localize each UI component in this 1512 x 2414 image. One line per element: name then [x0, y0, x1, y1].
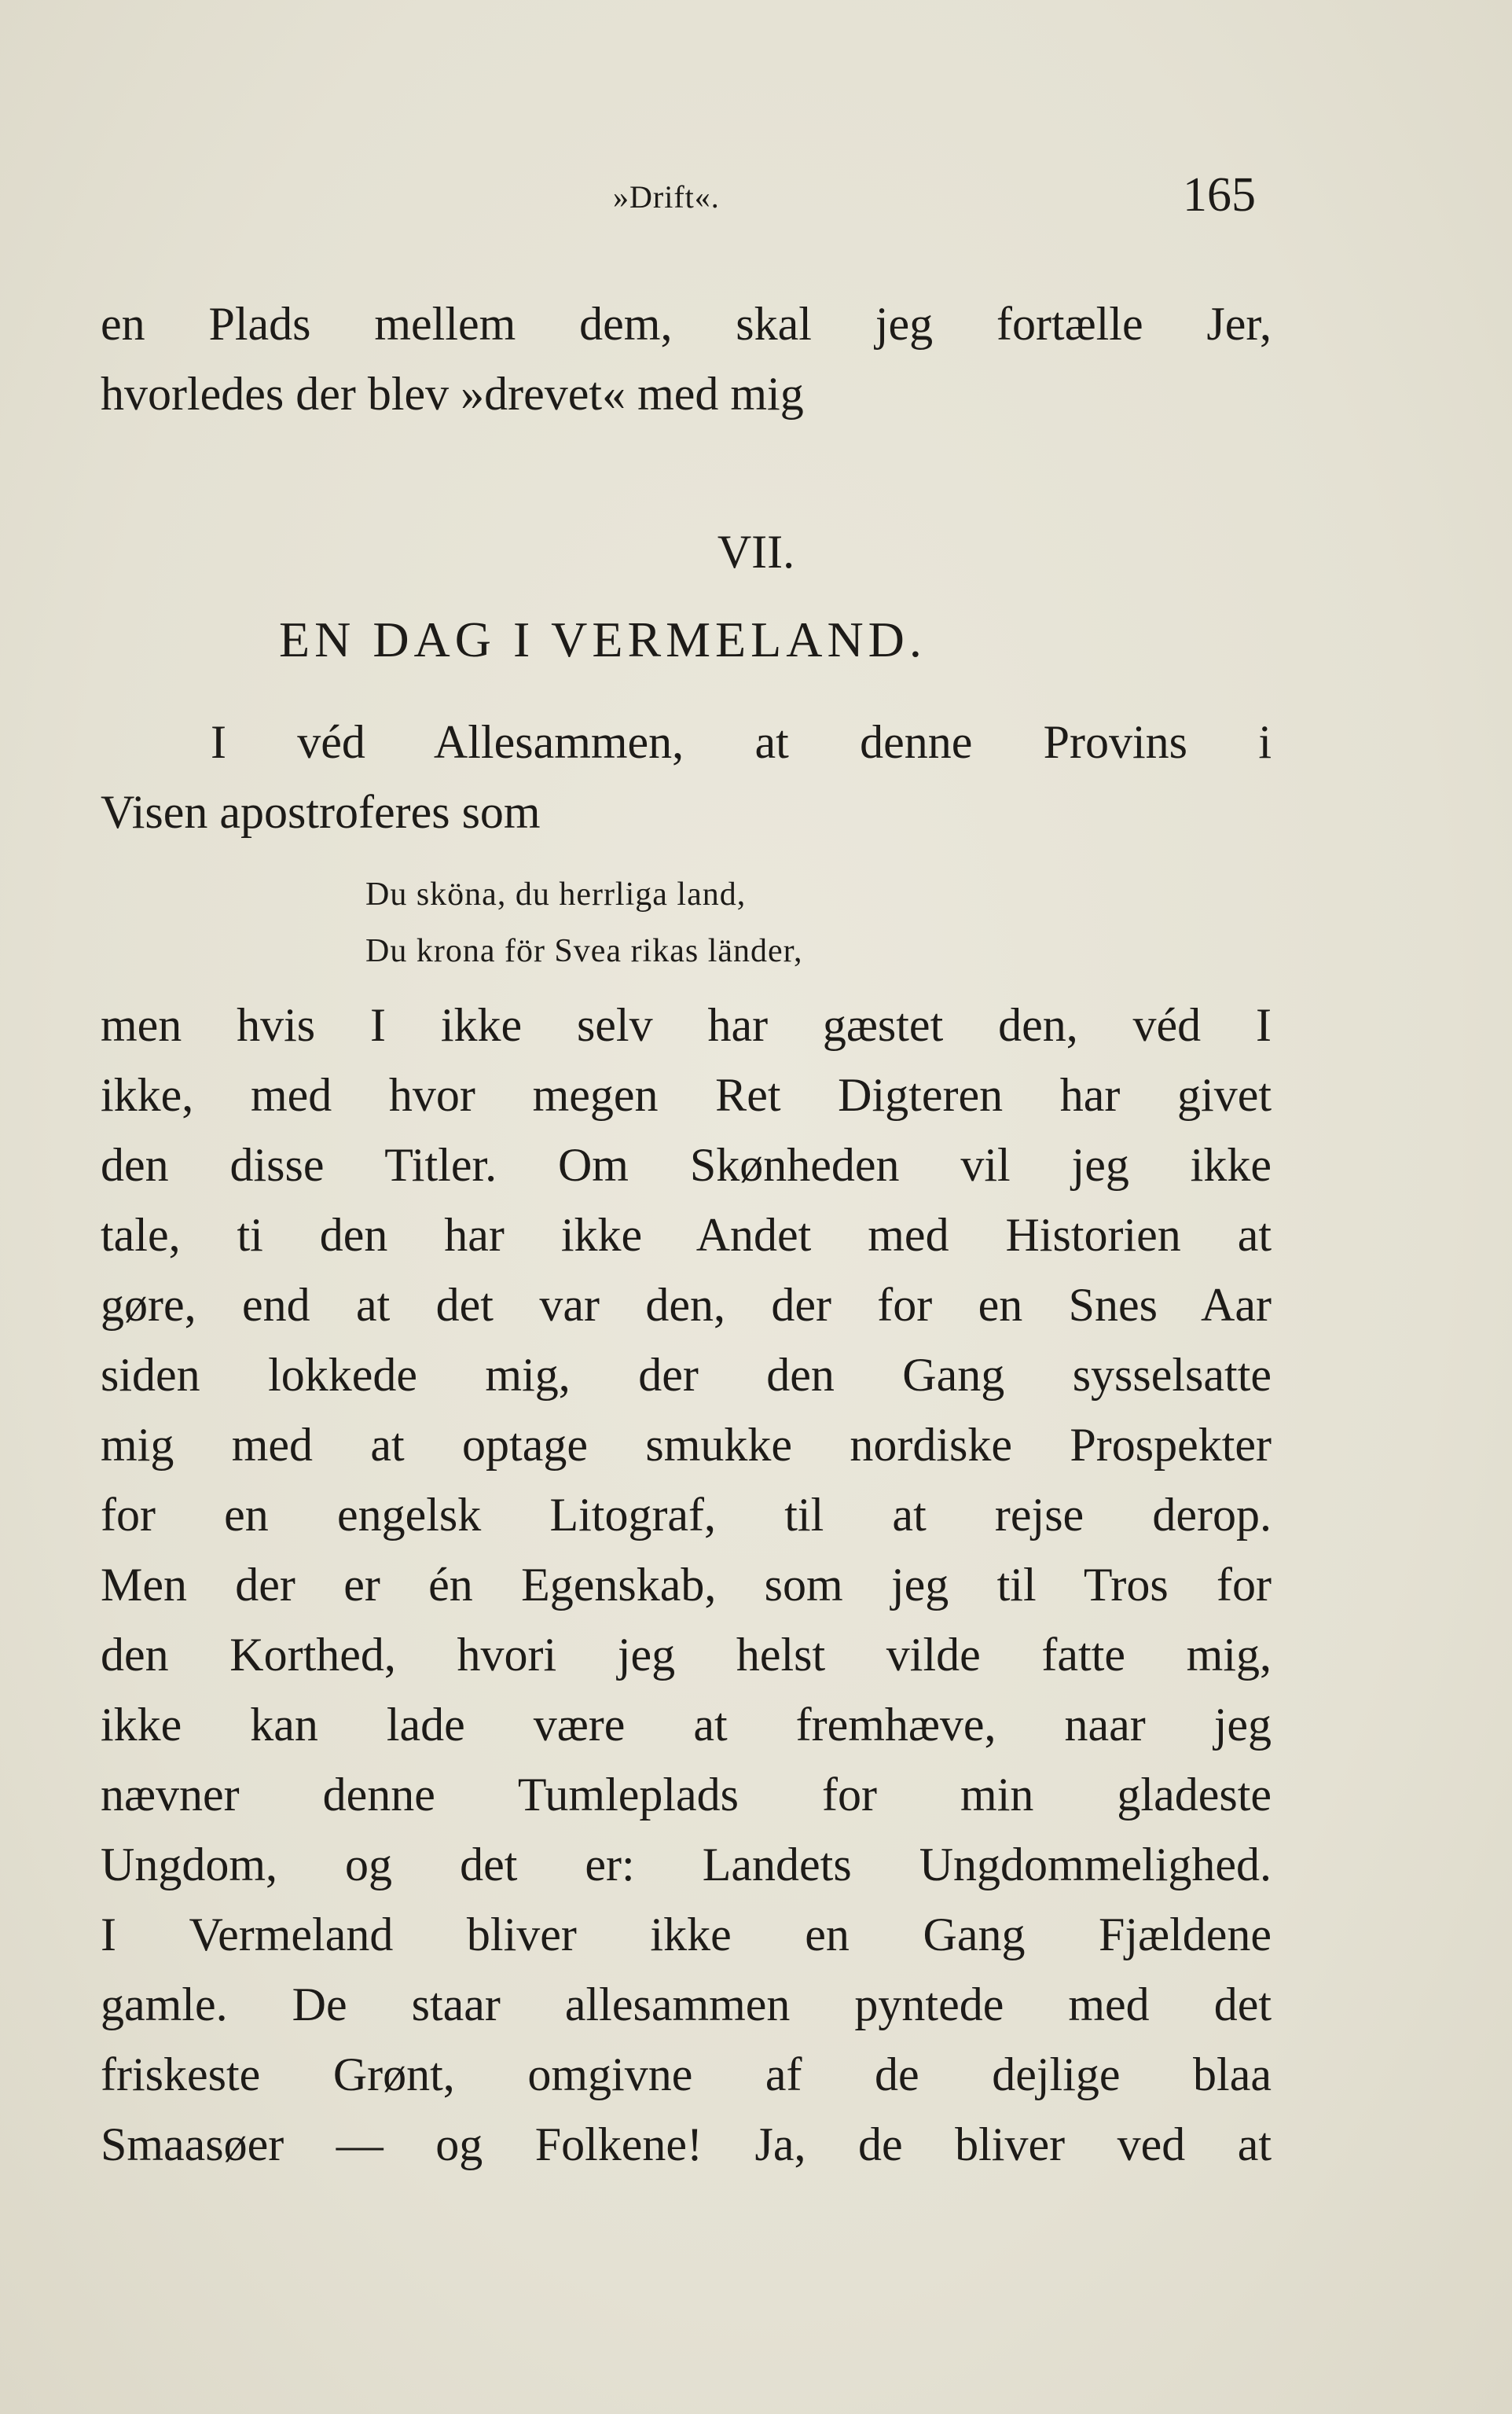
text-line: Visen apostroferes som: [101, 786, 541, 838]
text-line: mig med at optage smukke nordiske Prospekter: [101, 1419, 1272, 1471]
quote-line: Du krona för Svea rikas länder,: [365, 933, 803, 969]
text-line: men hvis I ikke selv har gæstet den, véd I: [101, 999, 1272, 1051]
running-title: »Drift«.: [613, 179, 720, 215]
text-line: ikke, med hvor megen Ret Digteren har givet: [101, 1069, 1272, 1121]
text-line: tale, ti den har ikke Andet med Historien at: [101, 1209, 1272, 1261]
text-line: friskeste Grønt, omgivne af de dejlige blaa: [101, 2048, 1272, 2100]
text-line: siden lokkede mig, der den Gang sysselsatte: [101, 1349, 1272, 1401]
text-line: ikke kan lade være at fremhæve, naar jeg: [101, 1699, 1272, 1751]
text-line: den Korthed, hvori jeg helst vilde fatte mig,: [101, 1629, 1272, 1681]
body-paragraph: [101, 990, 1272, 2180]
page-header: [0, 161, 1512, 224]
text-line: en Plads mellem dem, skal jeg fortælle Jer,: [101, 298, 1272, 350]
chapter-title: EN DAG I VERMELAND.: [279, 612, 927, 667]
text-line: Smaasøer — og Folkene! Ja, de bliver ved at: [101, 2118, 1272, 2170]
text-line: Ungdom, og det er: Landets Ungdommelighed.: [101, 1839, 1272, 1890]
page-number: 165: [1183, 168, 1256, 222]
text-line: I véd Allesammen, at denne Provins i: [211, 716, 1272, 768]
chapter-number: VII.: [717, 526, 795, 578]
opening-paragraph: [101, 707, 1272, 847]
text-line: Men der er én Egenskab, som jeg til Tros for: [101, 1559, 1272, 1611]
text-line: nævner denne Tumleplads for min gladeste: [101, 1769, 1272, 1821]
intro-paragraph: [101, 289, 1272, 429]
quote-line: Du sköna, du herrliga land,: [365, 876, 747, 913]
text-line: for en engelsk Litograf, til at rejse derop.: [101, 1489, 1272, 1541]
text-line: den disse Titler. Om Skønheden vil jeg ikke: [101, 1139, 1272, 1191]
verse-quote: [365, 866, 1073, 979]
text-line: gamle. De staar allesammen pyntede med det: [101, 1979, 1272, 2030]
text-line: hvorledes der blev »drevet« med mig: [101, 368, 804, 420]
text-line: I Vermeland bliver ikke en Gang Fjældene: [101, 1909, 1272, 1960]
text-line: gøre, end at det var den, der for en Snes Aar: [101, 1279, 1272, 1331]
